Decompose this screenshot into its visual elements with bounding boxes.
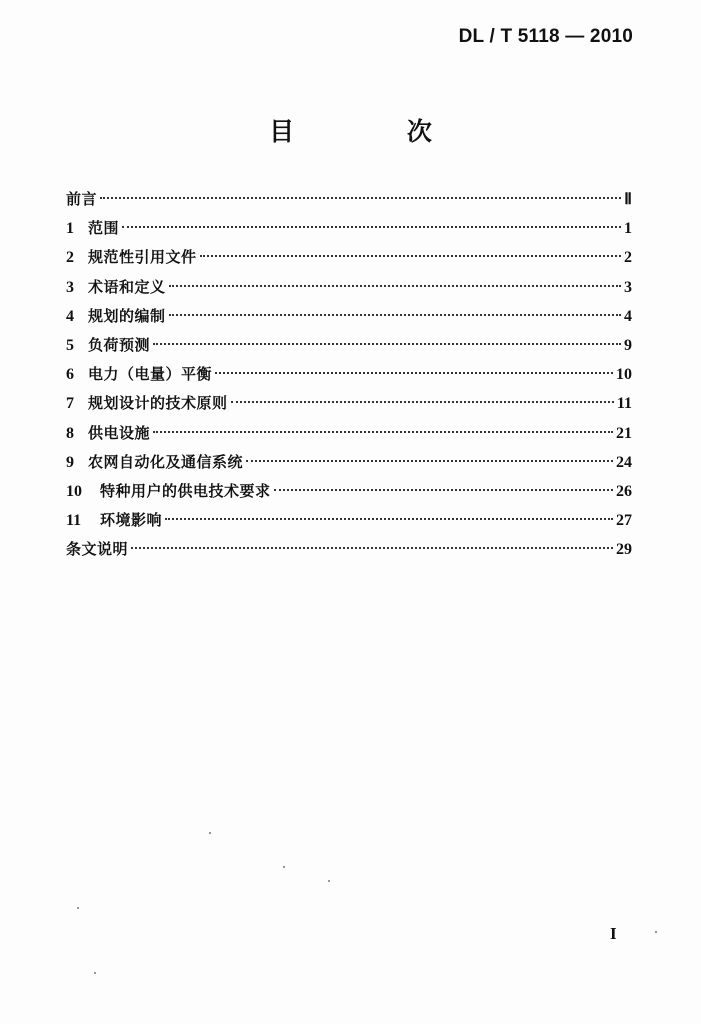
toc-leader-dots bbox=[200, 255, 621, 257]
table-of-contents bbox=[66, 189, 632, 568]
toc-entry-number: 6 bbox=[66, 366, 74, 384]
toc-entry-page: 9 bbox=[624, 336, 632, 354]
toc-leader-dots bbox=[231, 401, 614, 403]
toc-entry-4[interactable] bbox=[66, 306, 632, 335]
toc-entry-label: 规划设计的技术原则 bbox=[88, 394, 228, 413]
toc-entry-page: 27 bbox=[616, 512, 632, 530]
toc-entry-6[interactable] bbox=[66, 364, 632, 393]
toc-entry-page: 26 bbox=[616, 482, 632, 500]
toc-entry-3[interactable] bbox=[66, 277, 632, 306]
toc-leader-dots bbox=[274, 489, 613, 491]
toc-entry-1[interactable] bbox=[66, 218, 632, 247]
toc-entry-label: 供电设施 bbox=[88, 423, 151, 442]
page-title: 目 次 bbox=[269, 117, 484, 146]
toc-leader-dots bbox=[215, 372, 613, 374]
toc-entry-label: 条文说明 bbox=[66, 540, 129, 559]
toc-entry-number: 3 bbox=[66, 278, 74, 296]
toc-leader-dots bbox=[169, 285, 621, 287]
toc-entry-label: 农网自动化及通信系统 bbox=[88, 452, 244, 471]
standard-code: DL / T 5118 — 2010 bbox=[458, 26, 633, 47]
toc-entry-page: 4 bbox=[624, 307, 632, 325]
page-number: I bbox=[610, 924, 617, 943]
toc-entry-page: 1 bbox=[624, 220, 632, 238]
toc-entry-page: 21 bbox=[616, 424, 632, 442]
toc-entry-8[interactable] bbox=[66, 423, 632, 452]
toc-leader-dots bbox=[153, 431, 613, 433]
toc-entry-10[interactable] bbox=[66, 481, 632, 510]
toc-entry-number: 9 bbox=[66, 453, 74, 471]
toc-leader-dots bbox=[165, 518, 613, 520]
scan-speck bbox=[283, 866, 285, 868]
toc-entry-page: 11 bbox=[616, 395, 632, 413]
toc-entry-label: 范围 bbox=[88, 219, 120, 238]
toc-entry-label: 特种用户的供电技术要求 bbox=[100, 481, 271, 500]
scan-speck bbox=[328, 880, 330, 882]
toc-entry-label: 前言 bbox=[66, 190, 98, 208]
toc-entry-label: 规划的编制 bbox=[88, 306, 166, 325]
toc-entry-number: 10 bbox=[66, 482, 82, 500]
toc-entry-page: 10 bbox=[616, 366, 632, 384]
toc-entry-explanation[interactable] bbox=[66, 539, 632, 568]
toc-entry-page: 3 bbox=[624, 278, 632, 296]
scan-speck bbox=[209, 832, 211, 834]
toc-leader-dots bbox=[169, 314, 621, 316]
toc-entry-number: 4 bbox=[66, 307, 74, 325]
toc-entry-page: Ⅱ bbox=[624, 191, 632, 208]
scan-speck bbox=[655, 931, 657, 933]
toc-entry-number: 1 bbox=[66, 220, 74, 238]
toc-leader-dots bbox=[122, 226, 621, 228]
toc-entry-5[interactable] bbox=[66, 335, 632, 364]
toc-entry-label: 规范性引用文件 bbox=[88, 248, 197, 267]
toc-entry-foreword[interactable] bbox=[66, 189, 632, 218]
toc-entry-number: 11 bbox=[66, 512, 82, 530]
toc-leader-dots bbox=[246, 460, 613, 462]
toc-entry-2[interactable] bbox=[66, 247, 632, 276]
toc-entry-page: 29 bbox=[616, 541, 632, 559]
toc-entry-label: 负荷预测 bbox=[88, 335, 151, 354]
toc-entry-label: 电力（电量）平衡 bbox=[88, 365, 213, 384]
scan-speck bbox=[77, 907, 79, 909]
toc-leader-dots bbox=[100, 197, 621, 199]
toc-leader-dots bbox=[131, 547, 613, 549]
toc-entry-label: 术语和定义 bbox=[88, 277, 166, 296]
toc-entry-page: 2 bbox=[624, 249, 632, 267]
toc-entry-page: 24 bbox=[616, 453, 632, 471]
toc-leader-dots bbox=[153, 343, 621, 345]
toc-entry-7[interactable] bbox=[66, 393, 632, 422]
toc-entry-number: 8 bbox=[66, 424, 74, 442]
toc-entry-number: 2 bbox=[66, 249, 74, 267]
toc-entry-number: 5 bbox=[66, 336, 74, 354]
toc-entry-number: 7 bbox=[66, 395, 74, 413]
scan-speck bbox=[94, 972, 96, 974]
toc-entry-9[interactable] bbox=[66, 452, 632, 481]
toc-entry-label: 环境影响 bbox=[100, 511, 163, 530]
toc-entry-11[interactable] bbox=[66, 510, 632, 539]
